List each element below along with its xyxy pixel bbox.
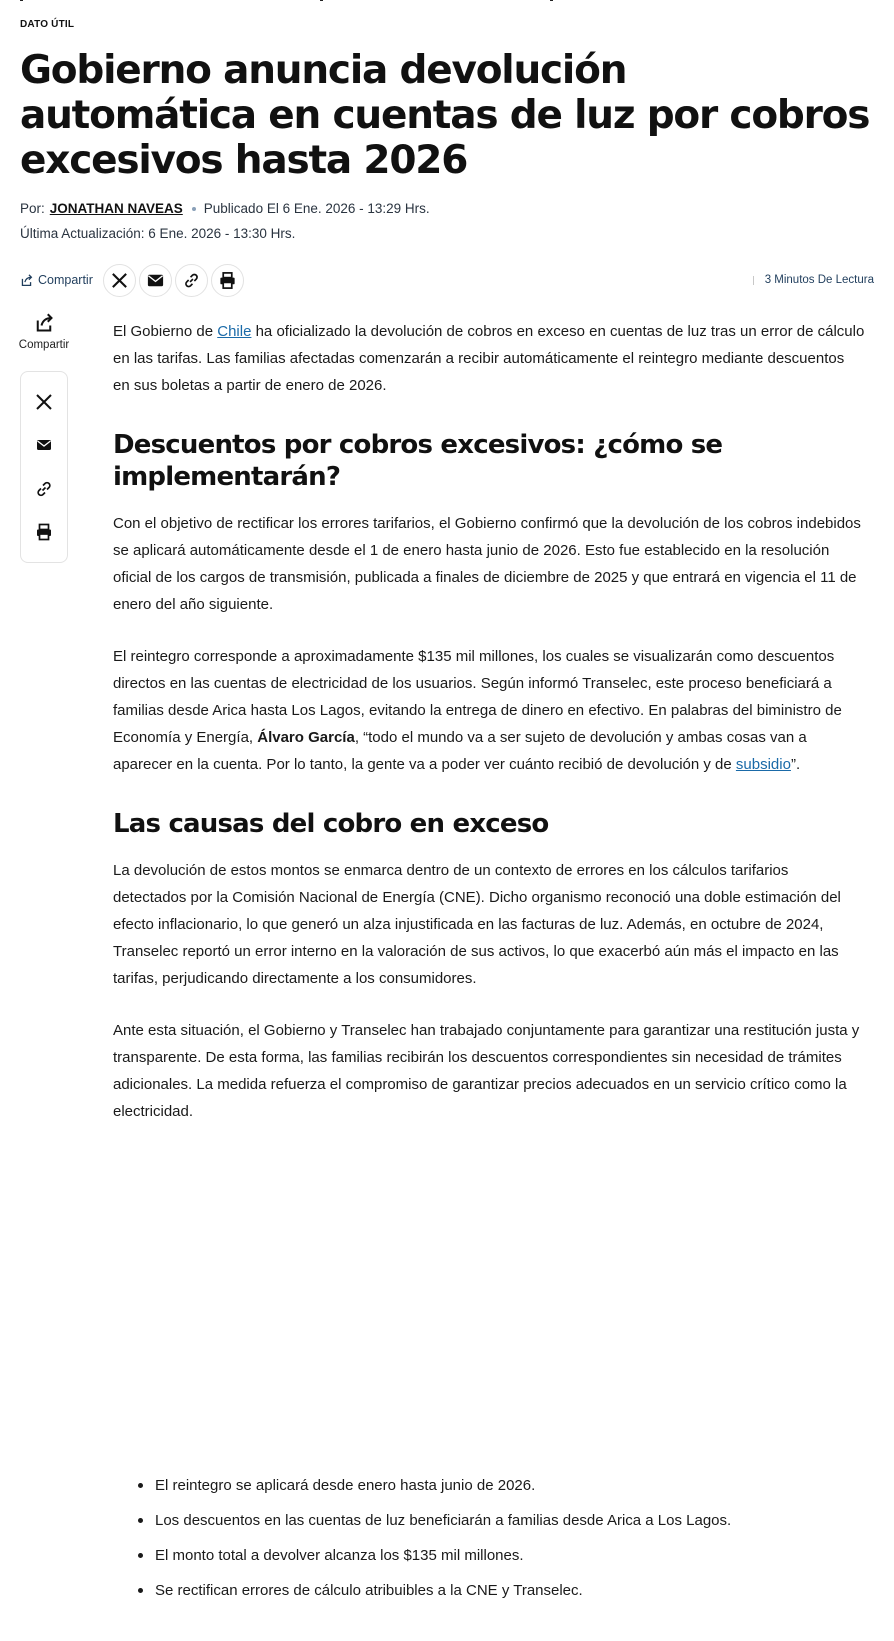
email-icon	[34, 435, 54, 455]
side-share-email-button[interactable]	[33, 434, 55, 456]
x-icon	[34, 392, 54, 412]
side-share-label: Compartir	[18, 339, 70, 351]
paragraph-intro	[113, 318, 865, 399]
list-item: El reintegro se aplicará desde enero hasta junio de 2026.	[155, 1468, 855, 1503]
paragraph-causes: La devolución de estos montos se enmarca dentro de un contexto de errores en los cálculos tarifarios detectados por la Comisión Nacional de Energía (CNE). Dicho organismo reconoció una doble estimación del efecto inflacionario, lo que generó un alza injustificada en las facturas de luz. Además, en octubre de 2024, Transelec reportó un error interno en la valoración de sus activos, lo que exacerbó aún más el impacto en las tarifas, perjudicando directamente a los consumidores.	[113, 862, 841, 987]
paragraph-reintegro	[113, 643, 865, 778]
chile-link[interactable]: Chile	[217, 323, 252, 340]
link-icon	[182, 271, 201, 290]
share-x-button[interactable]	[103, 264, 136, 297]
share-label: Compartir	[38, 273, 93, 287]
email-icon	[146, 271, 165, 290]
by-label: Por:	[20, 201, 45, 216]
paragraph-situation: Ante esta situación, el Gobierno y Transelec han trabajado conjuntamente para garantizar una restitución justa y transparente. De esta forma, las familias recibirán los descuentos correspondientes sin necesidad de trámites adicionales. La medida refuerza el compromiso de garantizar precios adecuados en un servicio crítico como la electricidad.	[113, 1022, 860, 1120]
share-toolbar	[20, 263, 874, 297]
text-span: ha oficializado la devolución de cobros en exceso en cuentas de luz tras un error de cálculo en las tarifas. Las familias afectadas comenzarán a recibir automáticamente el reintegro mediante descuentos en sus boletas a partir de enero de 2026.	[113, 323, 865, 394]
list-item: Se rectifican errores de cálculo atribuibles a la CNE y Transelec.	[155, 1573, 855, 1608]
x-icon	[110, 271, 129, 290]
text-span: ”.	[790, 756, 801, 773]
updated-date: Última Actualización: 6 Ene. 2026 - 13:30 Hrs.	[20, 226, 296, 241]
side-share-x-button[interactable]	[33, 391, 55, 413]
top-strip-remnant	[20, 0, 874, 4]
byline	[20, 201, 430, 216]
share-email-button[interactable]	[139, 264, 172, 297]
link-icon	[34, 479, 54, 499]
read-time-label: 3 Minutos De Lectura	[764, 274, 874, 286]
article-title: Gobierno anuncia devolución automática en cuentas de luz por cobros excesivos hasta 2026	[20, 48, 870, 183]
section-tag[interactable]: DATO ÚTIL	[20, 19, 75, 30]
side-share-button[interactable]	[20, 313, 68, 351]
published-date: Publicado El 6 Ene. 2026 - 13:29 Hrs.	[203, 201, 430, 216]
subsidio-link[interactable]: subsidio	[735, 756, 791, 773]
text-span: El reintegro corresponde a aproximadamente $135 mil millones, los cuales se visualizarán como descuentos directos en las cuentas de electricidad de los usuarios. Según informó Transelec, este proceso beneficiará a familias desde Arica hasta Los Lagos, evitando la entrega de dinero en efectivo. En palabras del biministro de Economía y Energía,	[113, 648, 842, 746]
list-item: Los descuentos en las cuentas de luz beneficiarán a familias desde Arica a Los Lagos.	[155, 1503, 855, 1538]
share-icon	[34, 313, 54, 333]
share-icon	[20, 274, 33, 287]
share-button[interactable]	[20, 273, 93, 287]
side-print-button[interactable]	[33, 521, 55, 543]
text-span: El Gobierno de	[113, 323, 218, 340]
byline-separator-dot	[192, 207, 196, 211]
minister-name: Álvaro García	[257, 729, 355, 746]
heading-causas: Las causas del cobro en exceso	[113, 809, 549, 839]
paragraph-implementation: Con el objetivo de rectificar los errores tarifarios, el Gobierno confirmó que la devolución de los cobros indebidos se aplicará automáticamente desde el 1 de enero hasta junio de 2026. Esto fue establecido en la resolución oficial de los cargos de transmisión, publicada a finales de diciembre de 2025 y que entrará en vigencia el 11 de enero del año siguiente.	[113, 515, 861, 613]
print-icon	[218, 271, 237, 290]
article-body	[113, 318, 865, 1150]
read-time-divider	[753, 276, 754, 285]
summary-list	[155, 1468, 855, 1608]
list-item: El monto total a devolver alcanza los $135 mil millones.	[155, 1538, 855, 1573]
text-span: , “todo el mundo va a ser sujeto de devolución y ambas cosas van a aparecer en la cuenta. Por lo tanto, la gente va a poder ver cuánto recibió de devolución y de	[113, 729, 807, 773]
heading-descuentos: Descuentos por cobros excesivos: ¿cómo se implementarán?	[113, 430, 723, 492]
print-button[interactable]	[211, 264, 244, 297]
print-icon	[34, 522, 54, 542]
side-copy-link-button[interactable]	[33, 478, 55, 500]
read-time	[753, 274, 874, 286]
author-link[interactable]: JONATHAN NAVEAS	[49, 201, 183, 216]
copy-link-button[interactable]	[175, 264, 208, 297]
side-share-panel	[20, 371, 68, 563]
